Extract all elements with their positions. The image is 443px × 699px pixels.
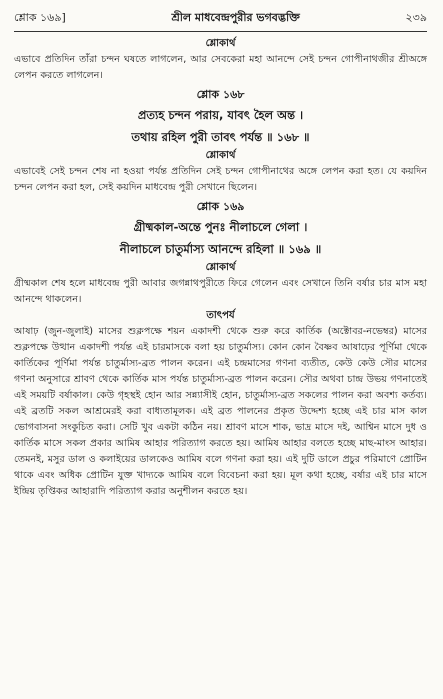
shloka-heading: শ্লোক ১৬৮ xyxy=(196,88,245,101)
header-divider xyxy=(14,31,427,32)
page-header xyxy=(14,9,427,27)
header-page-number: ২৩৯ xyxy=(405,10,427,24)
page-content xyxy=(14,36,427,500)
shloka-heading: শ্লোক ১৬৯ xyxy=(196,200,245,213)
translation-heading: শ্লোকার্থ xyxy=(205,150,236,161)
translation-heading: শ্লোকার্থ xyxy=(205,38,236,49)
verse-line: নীলাচলে চাতুর্মাস্য আনন্দে রহিলা ॥ ১৬৯ ॥ xyxy=(119,242,322,256)
translation-text: এভাবে প্রতিদিন তাঁরা চন্দন ঘষতে লাগলেন, আর সেবকেরা মহা আনন্দে সেই চন্দন গোপীনাথজীর শ্রীঅঙ্গে লেপন করতে লাগলেন। xyxy=(14,54,427,81)
verse-line: প্রত্যহ চন্দন পরায়, যাবৎ হৈল অন্ত । xyxy=(137,108,304,122)
purport-text: আষাঢ় (জুন-জুলাই) মাসের শুক্লপক্ষে শয়ন একাদশী থেকে শুরু করে কার্তিক (অক্টোবর-নভেম্বর) মাসের শুক্লপক্ষে উত্থান একাদশী পর্যন্ত এই চারমাসকে বলা হয় চাতুর্মাস্য। কোন কোন বৈষ্ণব আষাঢ়ের পূর্ণিমা থেকে কার্তিকের পূর্ণিমা পর্যন্ত চাতুর্মাস্য-ব্রত পালন করেন। এই চন্দ্রমাসের গণনা ব্যতীত, কেউ কেউ সৌর মাসের গণনা অনুসারে শ্রাবণ থেকে কার্তিক মাস পর্যন্ত চাতুর্মাস্য-ব্রত পালন করেন। সৌর অথবা চান্দ্র উভয় গণনাতেই এই সময়টি বর্ষাকাল। কেউ গৃহস্থই হোন আর সন্ন্যাসীই হোন, চাতুর্মাস্য-ব্রত সকলের পালন করা অবশ্য কর্তব্য। এই ব্রতটি সকল আশ্রমেরই করা বাধ্যতামূলক। এই ব্রত পালনের প্রকৃত উদ্দেশ্য হচ্ছে এই চার মাস কাল ভোগবাসনা সংকুচিত করা। সেটি খুব একটা কঠিন নয়। শ্রাবণ মাসে শাক, ভাদ্র মাসে দই, আশ্বিন মাসে দুধ ও কার্তিক মাসে সকল প্রকার আমিষ আহার পরিত্যাগ করতে হয়। আমিষ আহার বলতে হচ্ছে মাছ-মাংস আহার। তেমনই, মসুর ডাল ও কলাইয়ের ডালকেও আমিষ বলে গণনা করা হয়। এই দুটি ডালে প্রচুর পরিমাণে প্রোটিন থাকে এবং অধিক প্রোটিন যুক্ত খাদ্যকে আমিষ বলে বিবেচনা করা হয়। মূল কথা হচ্ছে, বর্ষার এই চার মাসে ইন্দ্রিয় তৃপ্তিকর আহারাদি পরিত্যাগ করার অনুশীলন করতে হয়। xyxy=(14,326,427,497)
translation-text: এভাবেই সেই চন্দন শেষ না হওয়া পর্যন্ত প্রতিদিন সেই চন্দন গোপীনাথের অঙ্গে লেপন করা হত। যে কয়দিন চন্দন লেপন করা হল, সেই কয়দিন মাধবেন্দ্র পুরী সেখানে ছিলেন। xyxy=(14,166,427,193)
translation-heading: শ্লোকার্থ xyxy=(205,262,236,273)
verse-line: তথায় রহিল পুরী তাবৎ পর্যন্ত ॥ ১৬৮ ॥ xyxy=(131,130,310,144)
purport-heading: তাৎপর্য xyxy=(206,310,235,321)
verse-line: গ্রীষ্মকাল-অন্তে পুনঃ নীলাচলে গেলা । xyxy=(133,220,308,234)
translation-text: গ্রীষ্মকাল শেষ হলে মাধবেন্দ্র পুরী আবার জগন্নাথপুরীতে ফিরে গেলেন এবং সেখানে তিনি বর্ষার চার মাস মহা আনন্দে থাকলেন। xyxy=(14,278,427,305)
header-chapter-title: শ্রীল মাধবেন্দ্রপুরীর ভগবদ্ভক্তি xyxy=(171,10,300,24)
header-verse-ref: শ্লোক ১৬৯] xyxy=(14,10,66,24)
